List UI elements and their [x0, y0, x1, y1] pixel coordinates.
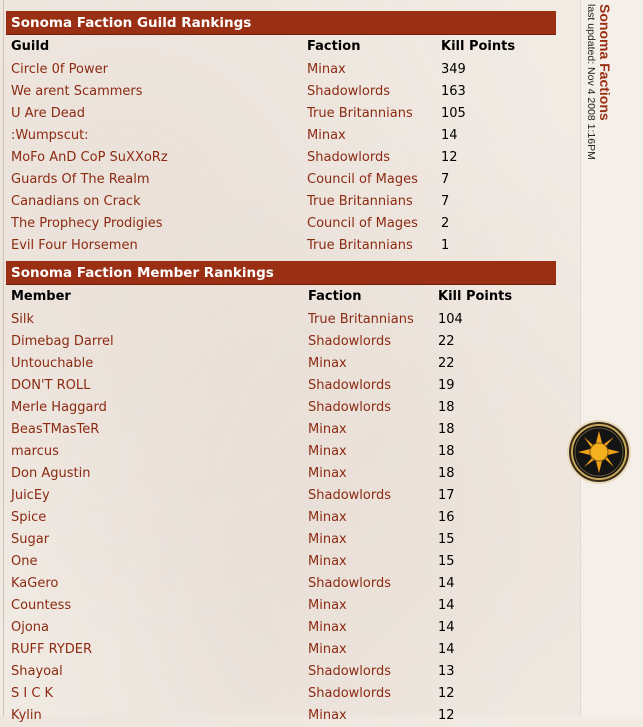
faction-link[interactable]: Minax	[308, 466, 347, 481]
sidebar-title: Sonoma Factions	[597, 4, 613, 121]
member-name-link[interactable]: Sugar	[11, 532, 50, 547]
table-row	[0, 213, 580, 235]
member-name-link[interactable]: S I C K	[11, 686, 54, 701]
kill-points-value: 17	[438, 488, 455, 503]
table-row	[0, 103, 580, 125]
faction-link[interactable]: Minax	[308, 642, 347, 657]
table-row	[0, 375, 580, 397]
kill-points-value: 14	[438, 576, 455, 591]
faction-column-header: Faction	[308, 289, 362, 304]
guild-name-link[interactable]: Guards Of The Realm	[11, 172, 150, 187]
table-row	[0, 595, 580, 617]
kill-points-value: 14	[438, 642, 455, 657]
faction-link[interactable]: Minax	[308, 356, 347, 371]
member-name-link[interactable]: JuicEy	[11, 488, 50, 503]
kill-points-value: 104	[438, 312, 463, 327]
faction-link[interactable]: Council of Mages	[307, 216, 418, 231]
table-row	[0, 419, 580, 441]
faction-link[interactable]: Minax	[308, 554, 347, 569]
member-name-link[interactable]: Ojona	[11, 620, 50, 635]
table-row	[0, 551, 580, 573]
kill-points-value: 18	[438, 466, 455, 481]
faction-link[interactable]: Minax	[308, 444, 347, 459]
member-rankings-header: Sonoma Faction Member Rankings	[6, 261, 556, 285]
kill-points-value: 13	[438, 664, 455, 679]
member-name-link[interactable]: marcus	[11, 444, 59, 459]
kill-points-value: 15	[438, 532, 455, 547]
member-name-link[interactable]: Spice	[11, 510, 47, 525]
faction-link[interactable]: Shadowlords	[308, 400, 392, 415]
table-row	[0, 235, 580, 257]
kill-points-value: 12	[441, 150, 458, 165]
kill-points-value: 105	[441, 106, 466, 121]
faction-link[interactable]: Minax	[307, 62, 346, 77]
table-row	[0, 169, 580, 191]
faction-link[interactable]: Shadowlords	[308, 686, 392, 701]
kill-points-value: 163	[441, 84, 466, 99]
kill-points-column-header: Kill Points	[441, 39, 516, 54]
member-name-link[interactable]: Merle Haggard	[11, 400, 107, 415]
faction-link[interactable]: True Britannians	[307, 238, 413, 253]
faction-link[interactable]: Shadowlords	[308, 488, 392, 503]
member-name-link[interactable]: RUFF RYDER	[11, 642, 93, 657]
member-name-link[interactable]: DON'T ROLL	[11, 378, 91, 393]
kill-points-value: 7	[441, 194, 450, 209]
member-name-link[interactable]: Dimebag Darrel	[11, 334, 114, 349]
kill-points-value: 19	[438, 378, 455, 393]
guild-name-link[interactable]: MoFo AnD CoP SuXXoRz	[11, 150, 168, 165]
kill-points-value: 14	[441, 128, 458, 143]
table-row	[0, 81, 580, 103]
kill-points-value: 12	[438, 708, 455, 723]
member-name-link[interactable]: KaGero	[11, 576, 59, 591]
table-row	[0, 125, 580, 147]
table-row	[0, 441, 580, 463]
guild-name-link[interactable]: Canadians on Crack	[11, 194, 141, 209]
member-name-link[interactable]: BeasTMasTeR	[11, 422, 100, 437]
member-name-link[interactable]: Untouchable	[11, 356, 94, 371]
guild-column-header: Guild	[11, 39, 50, 54]
faction-link[interactable]: Minax	[308, 510, 347, 525]
member-name-link[interactable]: Countess	[11, 598, 72, 613]
table-row	[0, 191, 580, 213]
table-row	[0, 573, 580, 595]
kill-points-value: 18	[438, 400, 455, 415]
table-row	[0, 529, 580, 551]
faction-link[interactable]: True Britannians	[307, 106, 413, 121]
kill-points-value: 7	[441, 172, 450, 187]
table-row	[0, 485, 580, 507]
faction-link[interactable]: Shadowlords	[307, 84, 391, 99]
faction-link[interactable]: Minax	[308, 422, 347, 437]
table-row	[0, 147, 580, 169]
faction-link[interactable]: True Britannians	[307, 194, 413, 209]
table-row	[0, 331, 580, 353]
kill-points-value: 18	[438, 422, 455, 437]
faction-link[interactable]: Minax	[308, 708, 347, 723]
member-name-link[interactable]: Kylin	[11, 708, 42, 723]
member-name-link[interactable]: One	[11, 554, 38, 569]
kill-points-value: 15	[438, 554, 455, 569]
guild-name-link[interactable]: Evil Four Horsemen	[11, 238, 138, 253]
table-row	[0, 397, 580, 419]
member-column-header: Member	[11, 289, 71, 304]
faction-column-header: Faction	[307, 39, 361, 54]
kill-points-value: 14	[438, 620, 455, 635]
guild-name-link[interactable]: Circle 0f Power	[11, 62, 108, 77]
faction-link[interactable]: Shadowlords	[308, 576, 392, 591]
table-row	[0, 507, 580, 529]
kill-points-value: 349	[441, 62, 466, 77]
guild-rankings-header: Sonoma Faction Guild Rankings	[6, 11, 556, 35]
faction-link[interactable]: Shadowlords	[308, 664, 392, 679]
kill-points-value: 22	[438, 356, 455, 371]
table-row	[0, 59, 580, 81]
faction-link[interactable]: True Britannians	[308, 312, 414, 327]
kill-points-value: 2	[441, 216, 450, 231]
table-row	[0, 463, 580, 485]
table-row	[0, 639, 580, 661]
member-name-link[interactable]: Don Agustin	[11, 466, 91, 481]
faction-link[interactable]: Minax	[308, 620, 347, 635]
faction-link[interactable]: Minax	[308, 598, 347, 613]
faction-link[interactable]: Council of Mages	[307, 172, 418, 187]
faction-link[interactable]: Minax	[307, 128, 346, 143]
last-updated-text: last updated: Nov 4 2008 1:16PM	[585, 4, 597, 160]
table-row	[0, 617, 580, 639]
table-row	[0, 353, 580, 375]
member-name-link[interactable]: Shayoal	[11, 664, 63, 679]
guild-name-link[interactable]: We arent Scammers	[11, 84, 143, 99]
table-row	[0, 683, 580, 705]
kill-points-value: 12	[438, 686, 455, 701]
kill-points-value: 1	[441, 238, 450, 253]
kill-points-column-header: Kill Points	[438, 289, 513, 304]
kill-points-value: 22	[438, 334, 455, 349]
faction-link[interactable]: Shadowlords	[307, 150, 391, 165]
table-row	[0, 705, 580, 727]
member-name-link[interactable]: Silk	[11, 312, 35, 327]
kill-points-value: 14	[438, 598, 455, 613]
table-row	[0, 661, 580, 683]
faction-link[interactable]: Shadowlords	[308, 334, 392, 349]
faction-link[interactable]: Minax	[308, 532, 347, 547]
guild-name-link[interactable]: The Prophecy Prodigies	[11, 216, 163, 231]
faction-link[interactable]: Shadowlords	[308, 378, 392, 393]
guild-name-link[interactable]: :Wumpscut:	[11, 128, 89, 143]
table-row	[0, 309, 580, 331]
guild-name-link[interactable]: U Are Dead	[11, 106, 85, 121]
kill-points-value: 16	[438, 510, 455, 525]
kill-points-value: 18	[438, 444, 455, 459]
